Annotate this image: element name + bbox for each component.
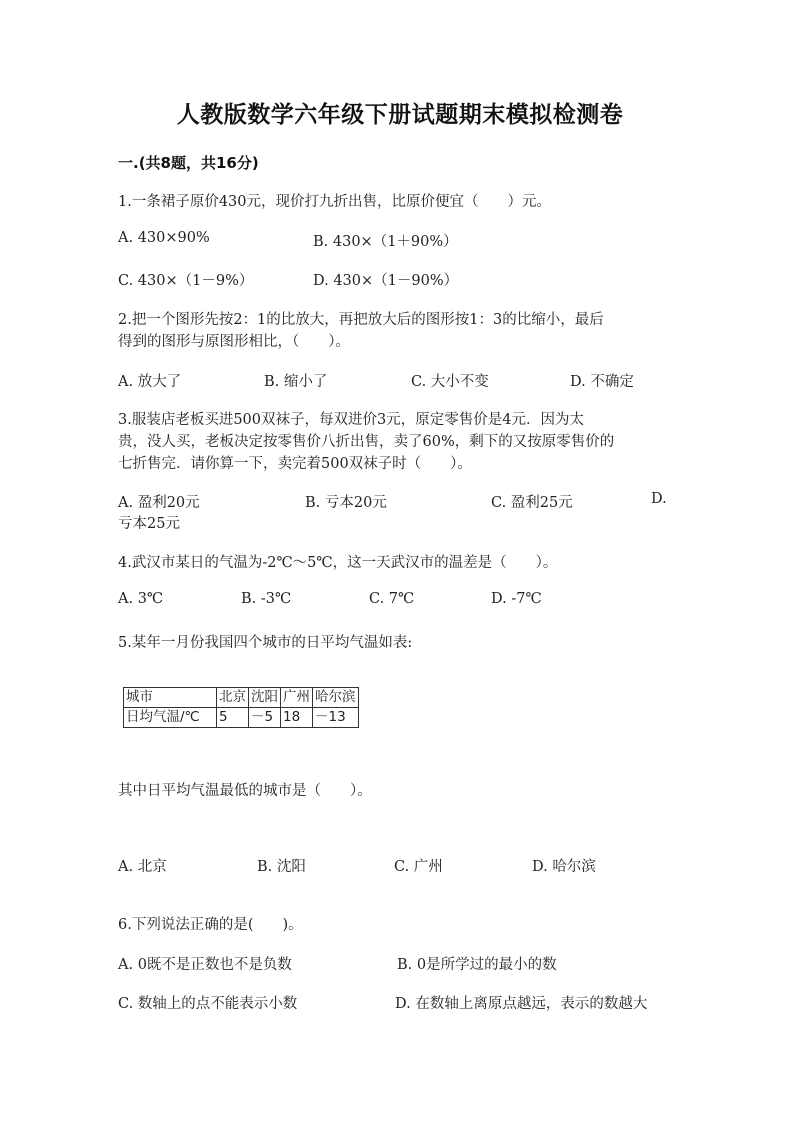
question-3-option-a: A. 盈利20元 xyxy=(118,495,200,511)
question-5-option-d: D. 哈尔滨 xyxy=(532,859,596,875)
table-row xyxy=(124,708,359,728)
question-2-option-a: A. 放大了 xyxy=(118,374,182,390)
table-header-cell: 哈尔滨 xyxy=(313,688,359,708)
question-3-option-b: B. 亏本20元 xyxy=(305,495,387,511)
question-1-option-c: C. 430×（1－9%） xyxy=(118,273,254,289)
question-2-option-c: C. 大小不变 xyxy=(411,374,489,390)
question-2-option-b: B. 缩小了 xyxy=(264,374,328,390)
temperature-table xyxy=(123,687,359,728)
question-4-option-d: D. -7℃ xyxy=(491,591,542,607)
question-4-option-a: A. 3℃ xyxy=(118,591,164,607)
question-6-stem: 6.下列说法正确的是( )。 xyxy=(118,917,303,933)
question-2-option-d: D. 不确定 xyxy=(570,374,634,390)
question-4-stem: 4.武汉市某日的气温为-2℃～5℃，这一天武汉市的温差是（ ）。 xyxy=(118,555,558,571)
table-cell: 18 xyxy=(281,708,313,728)
table-cell: 日均气温/℃ xyxy=(124,708,217,728)
question-6-option-c: C. 数轴上的点不能表示小数 xyxy=(118,996,298,1012)
page-title: 人教版数学六年级下册试题期末模拟检测卷 xyxy=(176,102,624,128)
table-cell: －13 xyxy=(313,708,359,728)
question-6-option-d: D. 在数轴上离原点越远，表示的数越大 xyxy=(395,996,648,1012)
table-header-cell: 北京 xyxy=(217,688,249,708)
question-1-option-a: A. 430×90% xyxy=(118,230,210,246)
question-2-stem-line-2: 得到的图形与原图形相比，（ ）。 xyxy=(118,334,350,350)
table-header-cell: 广州 xyxy=(281,688,313,708)
question-3-stem-line-2: 贵，没人买，老板决定按零售价八折出售，卖了60%，剩下的又按原零售价的 xyxy=(118,434,615,450)
question-6-option-b: B. 0是所学过的最小的数 xyxy=(397,957,557,973)
table-cell: －5 xyxy=(249,708,281,728)
question-6-option-a: A. 0既不是正数也不是负数 xyxy=(118,957,292,973)
question-5-option-a: A. 北京 xyxy=(118,859,167,875)
table-header-cell: 城市 xyxy=(124,688,217,708)
question-1-option-d: D. 430×（1－90%） xyxy=(313,273,459,289)
table-header-row xyxy=(124,688,359,708)
question-3-stem-line-3: 七折售完．请你算一下，卖完着500双袜子时（ ）。 xyxy=(118,456,472,472)
question-3-option-d: D. xyxy=(651,491,667,507)
question-5-option-c: C. 广州 xyxy=(394,859,443,875)
question-5-stem: 5.某年一月份我国四个城市的日平均气温如表: xyxy=(118,635,413,651)
question-4-option-c: C. 7℃ xyxy=(369,591,415,607)
question-3-option-d-text: 亏本25元 xyxy=(118,516,180,532)
section-heading: 一.(共8题，共16分) xyxy=(118,154,259,172)
question-4-option-b: B. -3℃ xyxy=(241,591,292,607)
table-cell: 5 xyxy=(217,708,249,728)
question-3-stem-line-1: 3.服装店老板买进500双袜子，每双进价3元，原定零售价是4元．因为太 xyxy=(118,412,584,428)
question-1-stem: 1.一条裙子原价430元，现价打九折出售，比原价便宜（ ）元。 xyxy=(118,194,552,210)
question-5-option-b: B. 沈阳 xyxy=(257,859,306,875)
question-1-option-b: B. 430×（1＋90%） xyxy=(313,234,458,250)
question-3-option-c: C. 盈利25元 xyxy=(491,495,573,511)
question-5-question: 其中日平均气温最低的城市是（ ）。 xyxy=(118,783,372,799)
question-2-stem-line-1: 2.把一个图形先按2：1的比放大，再把放大后的图形按1：3的比缩小，最后 xyxy=(118,312,604,328)
table-header-cell: 沈阳 xyxy=(249,688,281,708)
